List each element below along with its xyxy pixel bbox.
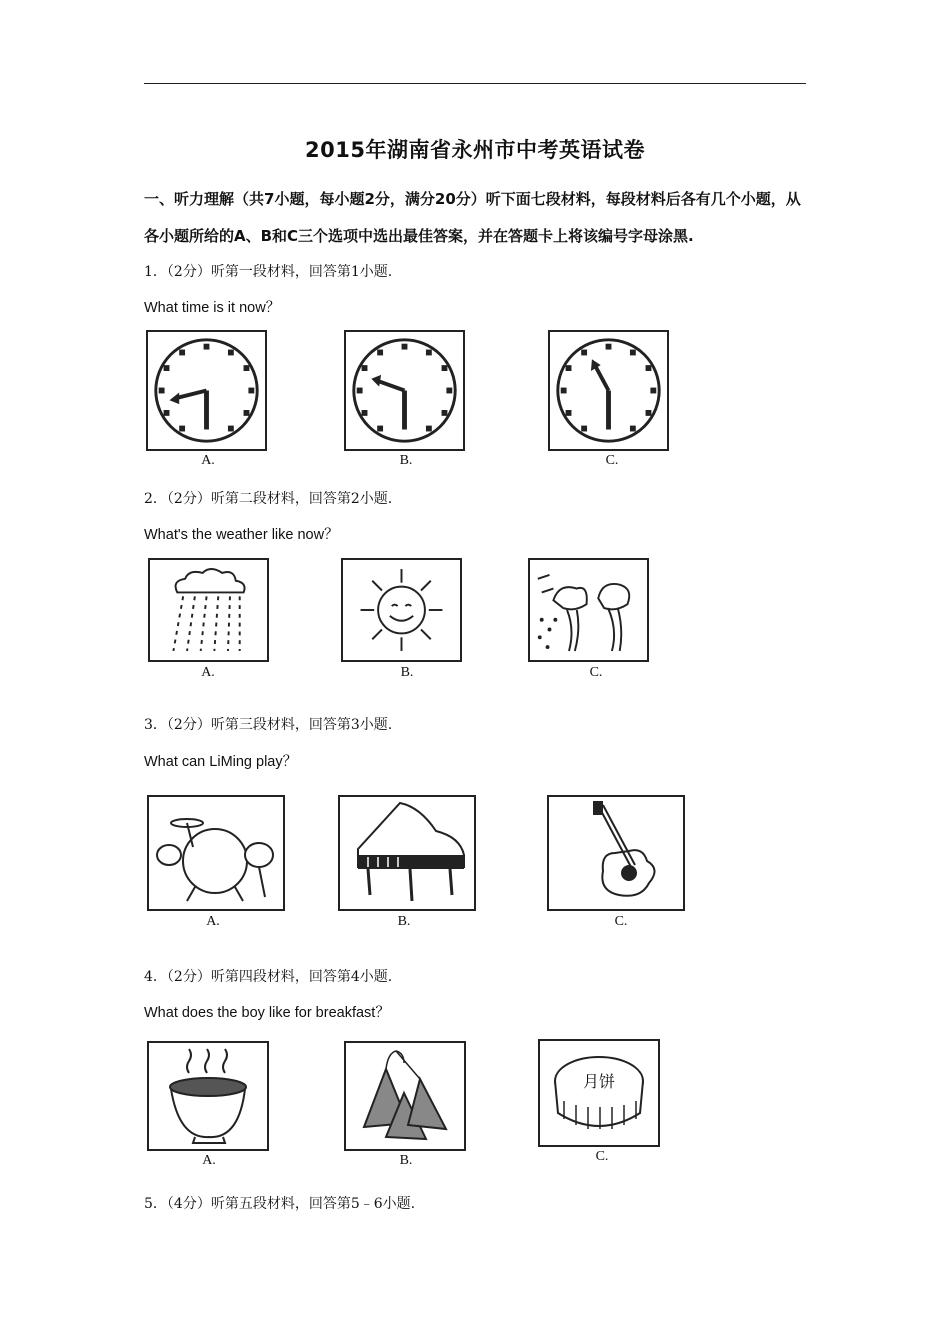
noodles-icon xyxy=(147,1041,269,1151)
wind-icon xyxy=(528,558,649,662)
rain-icon xyxy=(148,558,269,662)
clock-icon xyxy=(344,330,465,451)
option-label: B. xyxy=(400,665,414,680)
option-label: B. xyxy=(399,1153,413,1168)
question-5-head: 5．（4分）听第五段材料，回答第5﹣6小题. xyxy=(144,1196,416,1212)
piano-icon xyxy=(338,795,476,911)
option-label: C. xyxy=(614,914,628,929)
option-label: C. xyxy=(595,1149,609,1164)
question-2-prompt: What's the weather like now？ xyxy=(144,527,339,543)
question-1-prompt: What time is it now？ xyxy=(144,300,281,316)
page-title: 2015年湖南省永州市中考英语试卷 xyxy=(305,138,645,162)
option-label: A. xyxy=(201,665,215,680)
section-instructions: 一、听力理解（共7小题，每小题2分，满分20分）听下面七段材料，每段材料后各有几个小题，从各小题所给的A、B和C三个选项中选出最佳答案，并在答题卡上将该编号字母涂黑. xyxy=(144,190,801,245)
option-label: B. xyxy=(399,453,413,468)
question-2-head: 2．（2分）听第二段材料，回答第2小题. xyxy=(144,491,393,507)
question-1-head: 1．（2分）听第一段材料，回答第1小题. xyxy=(144,264,393,280)
drum-icon xyxy=(147,795,285,911)
clock-icon xyxy=(146,330,267,451)
zongzi-icon xyxy=(344,1041,466,1151)
option-label: B. xyxy=(397,914,411,929)
question-3-prompt: What can LiMing play？ xyxy=(144,754,298,770)
option-label: A. xyxy=(206,914,220,929)
option-label: A. xyxy=(202,1153,216,1168)
mooncake-text: 月饼 xyxy=(582,1072,615,1091)
question-3-head: 3．（2分）听第三段材料，回答第3小题. xyxy=(144,717,393,733)
clock-icon xyxy=(548,330,669,451)
header-rule xyxy=(144,83,806,84)
question-4-prompt: What does the boy like for breakfast？ xyxy=(144,1005,390,1021)
sun-icon xyxy=(341,558,462,662)
mooncake-icon xyxy=(538,1039,660,1147)
question-4-head: 4．（2分）听第四段材料，回答第4小题. xyxy=(144,969,393,985)
option-label: C. xyxy=(605,453,619,468)
option-label: C. xyxy=(589,665,603,680)
option-label: A. xyxy=(201,453,215,468)
guitar-icon xyxy=(547,795,685,911)
